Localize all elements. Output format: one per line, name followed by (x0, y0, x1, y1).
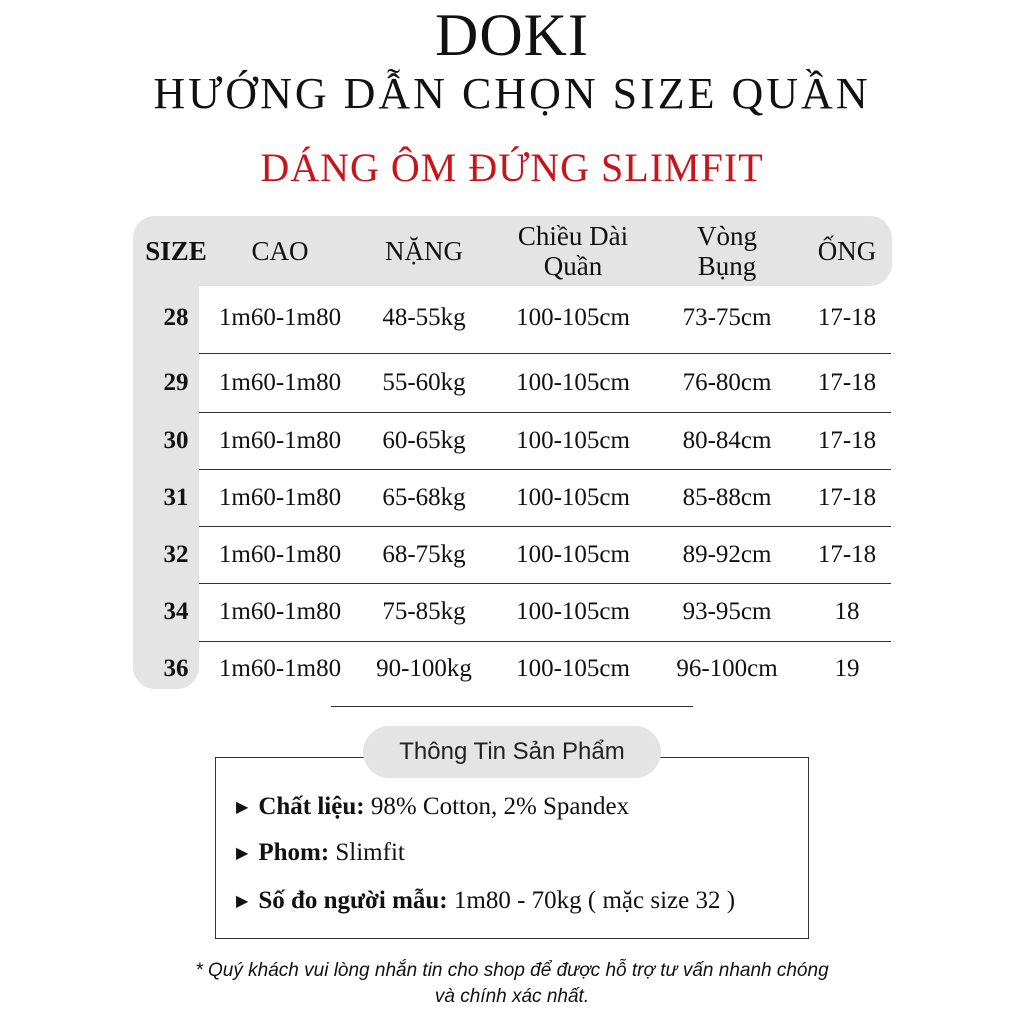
info-model (236, 886, 735, 919)
cell-leg-opening: 17-18 (817, 541, 877, 568)
cell-weight: 60-65kg (382, 427, 466, 454)
row-divider (199, 583, 891, 584)
cell-waist: 80-84cm (682, 427, 772, 454)
footnote-line-1: * Quý khách vui lòng nhắn tin cho shop để được hỗ trợ tư vấn nhanh chóng (195, 960, 829, 981)
cell-height: 1m60-1m80 (218, 655, 342, 682)
cell-leg-opening: 17-18 (817, 369, 877, 396)
cell-height: 1m60-1m80 (218, 304, 342, 331)
bullet-triangle-icon: ▶ (236, 893, 249, 910)
cell-height: 1m60-1m80 (218, 598, 342, 625)
header-length: Chiều Dài Quần (517, 221, 629, 281)
header-size: SIZE (145, 236, 207, 266)
cell-size: 28 (163, 304, 189, 331)
section-divider (331, 706, 693, 707)
fit-value: Slimfit (335, 839, 405, 866)
row-divider (199, 526, 891, 527)
cell-weight: 48-55kg (382, 304, 466, 331)
cell-height: 1m60-1m80 (218, 484, 342, 511)
cell-waist: 73-75cm (682, 304, 772, 331)
page-subtitle: DÁNG ÔM ĐỨNG SLIMFIT (260, 145, 764, 190)
footnote (0, 958, 1024, 1010)
cell-size: 29 (163, 369, 189, 396)
row-divider (199, 412, 891, 413)
cell-height: 1m60-1m80 (218, 369, 342, 396)
cell-size: 30 (163, 427, 189, 454)
cell-size: 36 (163, 655, 189, 682)
material-label: Chất liệu: (258, 793, 365, 820)
info-fit (236, 838, 405, 871)
cell-waist: 89-92cm (682, 541, 772, 568)
cell-leg-opening: 17-18 (817, 304, 877, 331)
cell-height: 1m60-1m80 (218, 541, 342, 568)
cell-height: 1m60-1m80 (218, 427, 342, 454)
cell-length: 100-105cm (516, 598, 630, 625)
product-info-heading: Thông Tin Sản Phẩm (363, 726, 661, 778)
cell-length: 100-105cm (516, 541, 630, 568)
cell-weight: 55-60kg (382, 369, 466, 396)
material-value: 98% Cotton, 2% Spandex (370, 793, 630, 820)
brand-title: DOKI (435, 2, 589, 68)
footnote-line-2: và chính xác nhất. (434, 986, 590, 1007)
header-leg-opening: ỐNG (817, 236, 877, 266)
cell-length: 100-105cm (516, 427, 630, 454)
cell-waist: 85-88cm (682, 484, 772, 511)
header-weight: NẶNG (385, 236, 463, 266)
page-title: HƯỚNG DẪN CHỌN SIZE QUẦN (153, 69, 871, 118)
cell-weight: 90-100kg (376, 655, 472, 682)
cell-waist: 93-95cm (682, 598, 772, 625)
cell-leg-opening: 19 (834, 655, 860, 682)
model-value: 1m80 - 70kg ( mặc size 32 ) (453, 887, 736, 914)
info-material (236, 792, 629, 825)
cell-size: 34 (163, 598, 189, 625)
cell-leg-opening: 18 (834, 598, 860, 625)
row-divider (199, 641, 891, 642)
bullet-triangle-icon: ▶ (236, 845, 249, 862)
cell-leg-opening: 17-18 (817, 427, 877, 454)
cell-length: 100-105cm (516, 304, 630, 331)
cell-waist: 96-100cm (676, 655, 778, 682)
cell-leg-opening: 17-18 (817, 484, 877, 511)
header-height: CAO (251, 236, 309, 266)
cell-waist: 76-80cm (682, 369, 772, 396)
cell-size: 31 (163, 484, 189, 511)
cell-size: 32 (163, 541, 189, 568)
row-divider (199, 353, 891, 354)
row-divider (199, 469, 891, 470)
header-waist: Vòng Bụng (697, 221, 757, 281)
bullet-triangle-icon: ▶ (236, 799, 249, 816)
cell-length: 100-105cm (516, 484, 630, 511)
cell-length: 100-105cm (516, 655, 630, 682)
fit-label: Phom: (258, 839, 330, 866)
cell-weight: 65-68kg (382, 484, 466, 511)
model-label: Số đo người mẫu: (258, 887, 448, 914)
cell-weight: 68-75kg (382, 541, 466, 568)
cell-length: 100-105cm (516, 369, 630, 396)
cell-weight: 75-85kg (382, 598, 466, 625)
